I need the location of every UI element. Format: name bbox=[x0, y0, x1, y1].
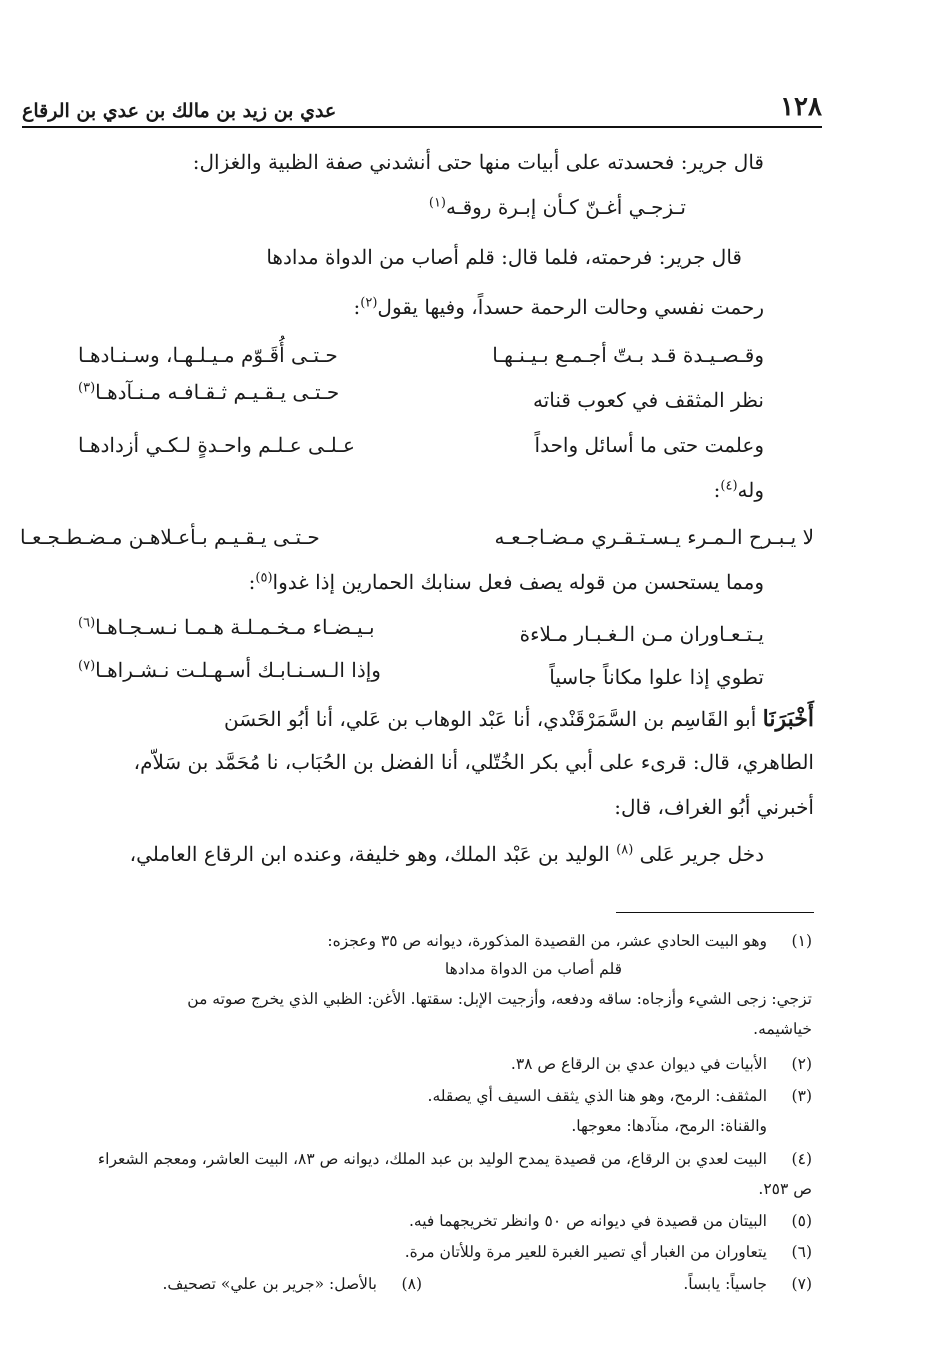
verse-5-first-half: يـتـعـاوران مـن الـغـبـار مـلاءة bbox=[519, 622, 764, 646]
body-paragraph-3 bbox=[354, 295, 764, 319]
isnad-line-3: أخبرني أبُو الغراف، قال: bbox=[614, 795, 814, 819]
verse-1-first-half: وقـصـيـدة قـد بـتّ أجـمـع بـيـنـهـا bbox=[492, 343, 764, 367]
verse-1-second-half: حـتـى أُقَـوّم مـيـلـهـا، وسـنـادهـا bbox=[78, 343, 338, 367]
footnote-4-line-2: ص ٢٥٣. bbox=[758, 1180, 812, 1198]
last-line-end: الوليد بن عَبْد الملك، وهو خليفة، وعنده ابن الرقاع العاملي، bbox=[129, 842, 610, 866]
page-number: ١٢٨ bbox=[780, 92, 822, 122]
footnote-number-8: (٨) bbox=[401, 1275, 422, 1293]
footnote-ref-8: (٨) bbox=[616, 842, 634, 858]
footnote-number-4: (٤) bbox=[791, 1150, 812, 1168]
verse-6-first-half: تطوي إذا علوا مكاناً جاسياً bbox=[549, 665, 764, 689]
isnad-line-2: الطاهري، قال: قرىء على أبي بكر الخُتّلي، أنا الفضل بن الحُبَاب، نا مُحَمَّد بن سَلاّم، bbox=[133, 750, 814, 774]
verse-5-second-half bbox=[78, 615, 375, 639]
verse-6-second-half bbox=[78, 658, 381, 682]
footnote-2-text: الأبيات في ديوان عدي بن الرقاع ص ٣٨. bbox=[510, 1055, 767, 1073]
page-header bbox=[22, 82, 822, 128]
body-paragraph-1: قال جرير: فحسدته على أبيات منها حتى أنشدني صفة الظبية والغزال: bbox=[192, 150, 764, 174]
last-line-start: دخل جرير عَلى bbox=[639, 842, 764, 866]
footnote-1-line-4: خياشيمه. bbox=[753, 1020, 812, 1038]
paragraph-4-text: وله bbox=[737, 478, 764, 502]
verse-3-second-half: عـلـى عـلـم واحـدةٍ لـكـي أزدادهـا bbox=[78, 433, 355, 457]
footnote-ref-7: (٧) bbox=[78, 658, 96, 674]
footnote-ref-5: (٥) bbox=[255, 570, 273, 586]
footnote-6-text: يتعاوران من الغبار أي تصير الغبرة للعير مرة وللأتان مرة. bbox=[404, 1243, 767, 1261]
verse-2-first-half: نظر المثقف في كعوب قناته bbox=[532, 388, 764, 412]
verse-half-1 bbox=[429, 195, 686, 219]
footnote-separator bbox=[616, 912, 814, 913]
body-paragraph-4 bbox=[714, 478, 764, 502]
footnote-4-line-1: البيت لعدي بن الرقاع، من قصيدة يمدح الوليد بن عبد الملك، ديوانه ص ٨٣، البيت العاشر، ومعجم الشعراء bbox=[97, 1150, 767, 1168]
footnote-number-3: (٣) bbox=[791, 1087, 812, 1105]
verse-2-second-half bbox=[78, 380, 339, 404]
paragraph-5-text: ومما يستحسن من قوله يصف فعل سنابك الحمارين إذا غدوا bbox=[272, 570, 764, 594]
isnad-line-1-text: أبو القَاسِم بن السَّمَرْقَنْدي، أنا عَبْد الوهاب بن عَلي، أنا أبُو الحَسَن bbox=[224, 707, 757, 731]
body-paragraph-5 bbox=[249, 570, 764, 594]
paragraph-4-colon: : bbox=[713, 478, 721, 502]
footnote-ref-6: (٦) bbox=[78, 615, 96, 631]
isnad-line-1 bbox=[224, 706, 814, 732]
body-last-line bbox=[130, 842, 764, 866]
verse-3-first-half: وعلمت حتى ما أسائل واحداً bbox=[534, 433, 764, 457]
body-paragraph-2: قال جرير: فرحمته، فلما قال: قلم أصاب من الدواة مدادها bbox=[266, 245, 742, 269]
paragraph-5-colon: : bbox=[248, 570, 256, 594]
paragraph-3-text: رحمت نفسي وحالت الرحمة حسداً، وفيها يقول bbox=[377, 295, 764, 319]
isnad-lead-word: أَخْبَرَنَا bbox=[762, 706, 814, 732]
running-title: عدي بن زيد بن مالك بن عدي بن الرقاع bbox=[22, 100, 337, 122]
verse-half-text: تـزجـي أغـنّ كـأن إبـرة روقـه bbox=[446, 195, 686, 219]
footnote-5-text: البيتان من قصيدة في ديوانه ص ٥٠ وانظر تخريجهما فيه. bbox=[409, 1212, 767, 1230]
footnote-1-line-3: تزجي: زجى الشيء وأزجاه: ساقه ودفعه، وأزجيت الإبل: سقتها. الأغن: الظبي الذي يخرج صوته من bbox=[187, 990, 812, 1008]
footnote-ref-2: (٢) bbox=[360, 295, 378, 311]
footnote-number-1: (١) bbox=[791, 932, 812, 950]
footnote-1-verse: قلم أصاب من الدواة مدادها bbox=[444, 960, 622, 978]
footnote-number-5: (٥) bbox=[791, 1212, 812, 1230]
footnote-number-7: (٧) bbox=[791, 1275, 812, 1293]
footnote-number-6: (٦) bbox=[791, 1243, 812, 1261]
verse-6-second-half-text: وإذا الـسـنـابـك أسـهـلـت نـشـراهـا bbox=[95, 658, 381, 682]
verse-4-first-half: لا يـبـرح الـمـرء يـسـتـقـري مـضـاجـعـه bbox=[494, 525, 814, 549]
paragraph-3-colon: : bbox=[353, 295, 361, 319]
verse-5-second-half-text: بـيـضـاء مـخـمـلـة هـمـا نـسـجـاهـا bbox=[95, 615, 375, 639]
footnote-3-line-2: والقناة: الرمح، منآدها: معوجها. bbox=[571, 1117, 767, 1135]
verse-2-second-half-text: حـتـى يـقـيـم ثـقـافـه مـنـآدهـا bbox=[95, 380, 340, 404]
footnote-3-line-1: المثقف: الرمح، وهو هنا الذي يثقف السيف أي يصقله. bbox=[427, 1087, 767, 1105]
footnote-8-text: بالأصل: «جرير بن علي» تصحيف. bbox=[162, 1275, 377, 1293]
footnote-number-2: (٢) bbox=[791, 1055, 812, 1073]
verse-4-second-half: حـتـى يـقـيـم بـأعـلاهـن مـضـطـجـعـا bbox=[20, 525, 320, 549]
footnote-7-text: جاسياً: يابساً. bbox=[683, 1275, 767, 1293]
footnote-ref-3: (٣) bbox=[78, 380, 96, 396]
footnote-ref-4: (٤) bbox=[720, 478, 738, 494]
footnote-1-line-1: وهو البيت الحادي عشر، من القصيدة المذكورة، ديوانه ص ٣٥ وعجزه: bbox=[327, 932, 767, 950]
footnote-ref-1: (١) bbox=[428, 195, 446, 211]
